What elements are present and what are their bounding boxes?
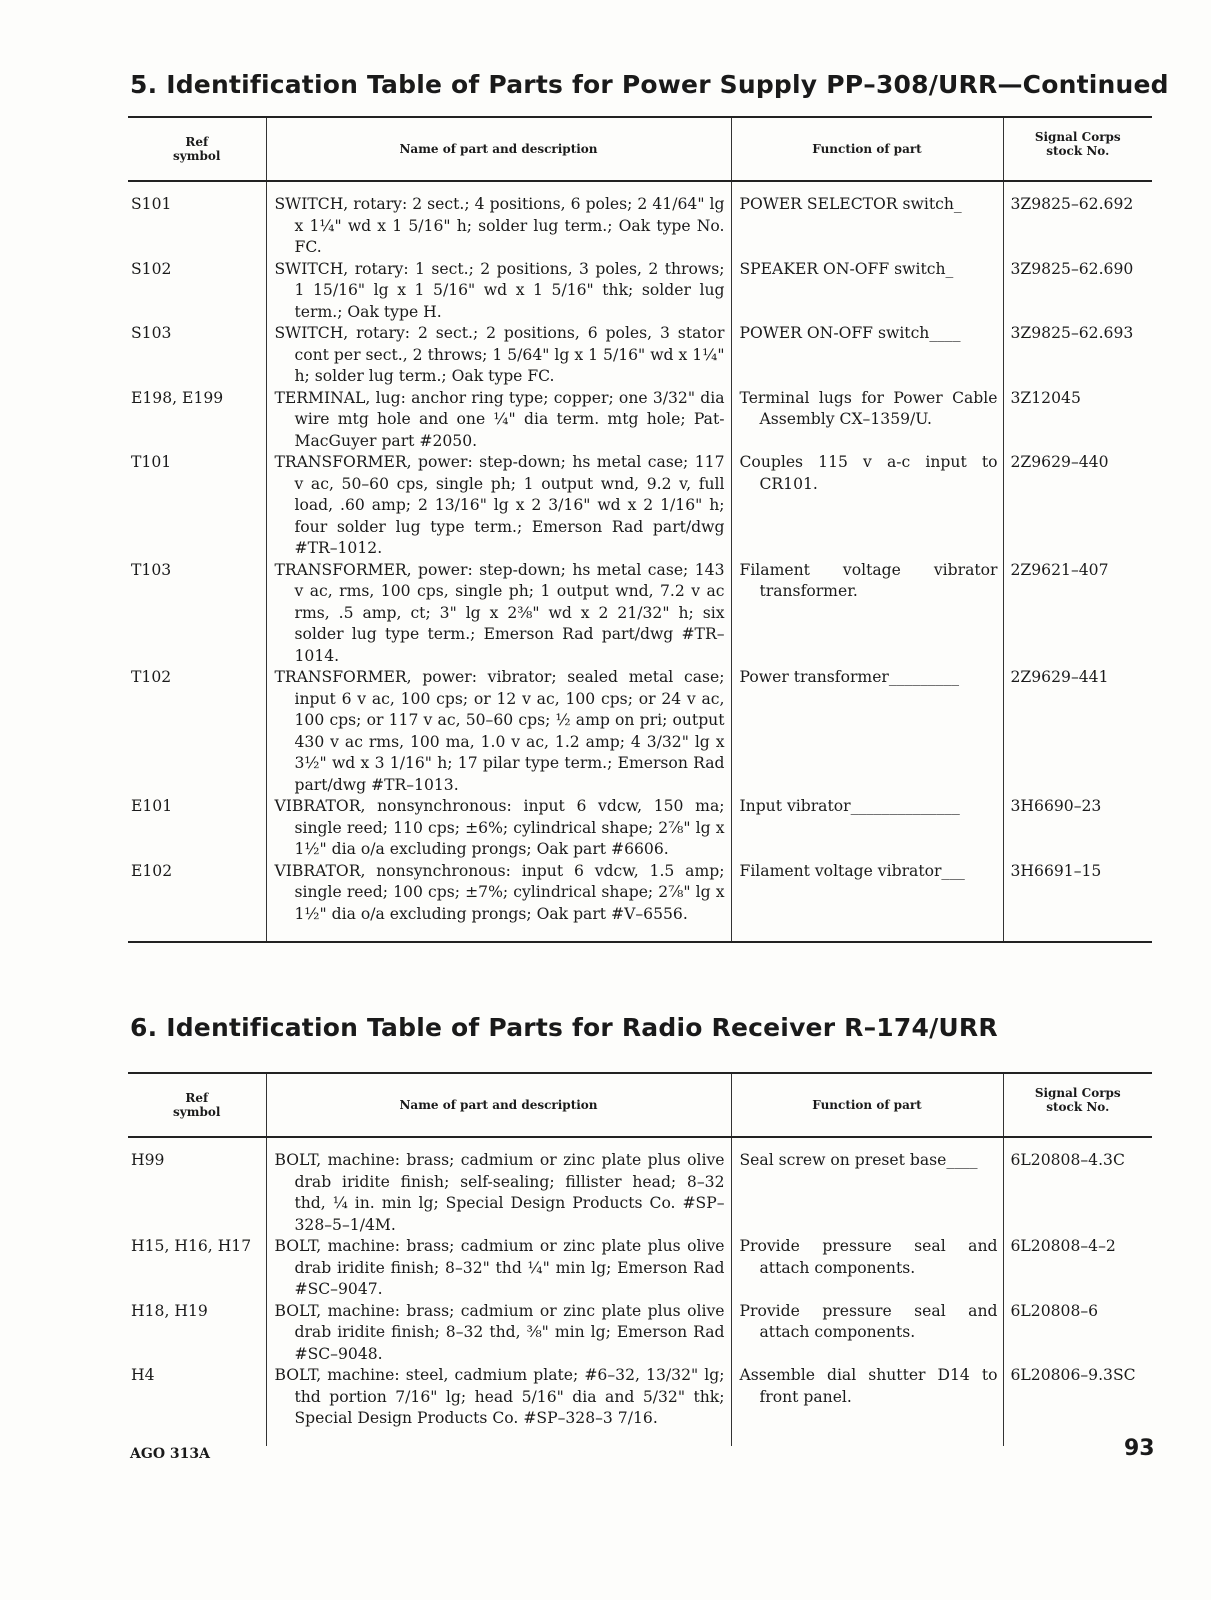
stock-number-cell: 2Z9629–440 (1003, 452, 1152, 560)
description-cell: SWITCH, rotary: 2 sect.; 4 positions, 6 poles; 2 41/64" lg x 1¼" wd x 1 5/16" h; solder lug term.; Oak type No. FC. (266, 181, 731, 259)
ref-symbol-cell: E198, E199 (131, 388, 224, 407)
description-cell: TRANSFORMER, power: step-down; hs metal case; 143 v ac, rms, 100 cps, single ph; 1 output wnd, 7.2 v ac rms, .5 amp, ct; 3" lg x 2⅜" wd x 2 21/32" h; six solder lug type term.; Emerson Rad part/dwg #TR–1014. (266, 560, 731, 668)
stock-number-cell: 6L20808–6 (1003, 1301, 1152, 1366)
stock-number-cell: 3H6691–15 (1003, 861, 1152, 943)
function-cell: SPEAKER ON-OFF switch_ (731, 259, 1003, 324)
ref-symbol-cell: E101 (131, 797, 173, 815)
table-row (128, 1137, 1152, 1236)
ref-symbol-cell: S101 (131, 195, 172, 213)
ref-symbol-cell: S103 (131, 324, 172, 342)
table-row (128, 181, 1152, 259)
document-code: AGO 313A (130, 1446, 210, 1462)
stock-number-cell: 3Z9825–62.692 (1003, 181, 1152, 259)
ref-symbol-cell: H99 (131, 1151, 165, 1169)
description-cell: BOLT, machine: brass; cadmium or zinc plate plus olive drab iridite finish; self-sealing; fillister head; 8–32 thd, ¼ in. min lg; Special Design Products Co. #SP–328–5–1/4M. (266, 1137, 731, 1236)
header-ref-symbol: Ref symbol (128, 1073, 266, 1137)
function-cell: Filament voltage vibrator transformer. (731, 560, 1003, 668)
table-row (128, 452, 1152, 560)
ref-symbol-cell: S102 (131, 259, 172, 278)
table-row (128, 796, 1152, 861)
header-function: Function of part (731, 1073, 1003, 1137)
table-row (128, 667, 1152, 796)
description-cell: VIBRATOR, nonsynchronous: input 6 vdcw, 150 ma; single reed; 110 cps; ±6%; cylindrical shape; 2⅞" lg x 1½" dia o/a excluding prongs; Oak part #6606. (266, 796, 731, 861)
description-cell: TRANSFORMER, power: step-down; hs metal case; 117 v ac, 50–60 cps, single ph; 1 output wnd, 9.2 v, full load, .60 amp; 2 13/16" lg x 2 3/16" wd x 2 1/16" h; four solder lug type term.; Emerson Rad part/dwg #TR–1012. (266, 452, 731, 560)
ref-symbol-cell: H15, H16, H17 (131, 1237, 252, 1255)
stock-number-cell: 6L20808–4–2 (1003, 1236, 1152, 1301)
table-row (128, 560, 1152, 668)
description-cell: TRANSFORMER, power: vibrator; sealed metal case; input 6 v ac, 100 cps; or 12 v ac, 100 cps; or 24 v ac, 100 cps; or 117 v ac, 50–60 cps; ½ amp on pri; output 430 v ac rms, 100 ma, 1.0 v ac, 1.2 amp; 4 3/32" lg x 3½" wd x 3 1/16" h; 17 pilar type term.; Emerson Rad part/dwg #TR–1013. (266, 667, 731, 796)
header-stock-no: Signal Corps stock No. (1003, 117, 1152, 181)
description-cell: TERMINAL, lug: anchor ring type; copper; one 3/32" dia wire mtg hole and one ¼" dia term. mtg hole; Pat-MacGuyer part #2050. (266, 388, 731, 453)
header-name-description: Name of part and description (266, 117, 731, 181)
function-cell: Assemble dial shutter D14 to front panel. (731, 1365, 1003, 1446)
description-cell: BOLT, machine: brass; cadmium or zinc plate plus olive drab iridite finish; 8–32 thd, ⅜" min lg; Emerson Rad #SC–9048. (266, 1301, 731, 1366)
table-header-row (128, 117, 1152, 181)
function-cell: Filament voltage vibrator___ (731, 861, 1003, 943)
function-cell: Provide pressure seal and attach components. (731, 1236, 1003, 1301)
ref-symbol-cell: T101 (131, 453, 172, 471)
section-5-title: 5. Identification Table of Parts for Power Supply PP–308/URR—Continued (130, 70, 1169, 99)
stock-number-cell: 6L20808–4.3C (1003, 1137, 1152, 1236)
ref-symbol-cell: H18, H19 (131, 1301, 208, 1320)
header-name-description: Name of part and description (266, 1073, 731, 1137)
table-row (128, 1365, 1152, 1446)
stock-number-cell: 2Z9629–441 (1003, 667, 1152, 796)
function-cell: Input vibrator______________ (731, 796, 1003, 861)
header-function: Function of part (731, 117, 1003, 181)
table-row (128, 861, 1152, 943)
function-cell: POWER SELECTOR switch_ (731, 181, 1003, 259)
table-row (128, 388, 1152, 453)
section-6-title: 6. Identification Table of Parts for Radio Receiver R–174/URR (130, 1013, 998, 1042)
stock-number-cell: 3Z12045 (1003, 388, 1152, 453)
description-cell: SWITCH, rotary: 2 sect.; 2 positions, 6 poles, 3 stator cont per sect., 2 throws; 1 5/64" lg x 1 5/16" wd x 1¼" h; solder lug term.; Oak type FC. (266, 323, 731, 388)
table-row (128, 259, 1152, 324)
parts-table-radio-receiver (128, 1072, 1152, 1446)
description-cell: SWITCH, rotary: 1 sect.; 2 positions, 3 poles, 2 throws; 1 15/16" lg x 1 5/16" wd x 1 5/16" thk; solder lug term.; Oak type H. (266, 259, 731, 324)
stock-number-cell: 3H6690–23 (1003, 796, 1152, 861)
table-header-row (128, 1073, 1152, 1137)
description-cell: BOLT, machine: brass; cadmium or zinc plate plus olive drab iridite finish; 8–32" thd ¼" min lg; Emerson Rad #SC–9047. (266, 1236, 731, 1301)
ref-symbol-cell: T103 (131, 560, 172, 579)
stock-number-cell: 3Z9825–62.693 (1003, 323, 1152, 388)
table-row (128, 1236, 1152, 1301)
table-row (128, 323, 1152, 388)
function-cell: Terminal lugs for Power Cable Assembly CX–1359/U. (731, 388, 1003, 453)
ref-symbol-cell: H4 (131, 1366, 155, 1384)
function-cell: Couples 115 v a-c input to CR101. (731, 452, 1003, 560)
ref-symbol-cell: T102 (131, 668, 172, 686)
stock-number-cell: 6L20806–9.3SC (1003, 1365, 1152, 1446)
description-cell: BOLT, machine: steel, cadmium plate; #6–32, 13/32" lg; thd portion 7/16" lg; head 5/16" dia and 5/32" thk; Special Design Products Co. #SP–328–3 7/16. (266, 1365, 731, 1446)
function-cell: Seal screw on preset base____ (731, 1137, 1003, 1236)
function-cell: Power transformer_________ (731, 667, 1003, 796)
table-row (128, 1301, 1152, 1366)
function-cell: POWER ON-OFF switch____ (731, 323, 1003, 388)
function-cell: Provide pressure seal and attach components. (731, 1301, 1003, 1366)
page-number: 93 (1124, 1436, 1155, 1461)
header-stock-no: Signal Corps stock No. (1003, 1073, 1152, 1137)
stock-number-cell: 3Z9825–62.690 (1003, 259, 1152, 324)
ref-symbol-cell: E102 (128, 861, 266, 943)
stock-number-cell: 2Z9621–407 (1003, 560, 1152, 668)
parts-table-power-supply (128, 116, 1152, 943)
description-cell: VIBRATOR, nonsynchronous: input 6 vdcw, 1.5 amp; single reed; 100 cps; ±7%; cylindrical shape; 2⅞" lg x 1½" dia o/a excluding prongs; Oak part #V–6556. (266, 861, 731, 943)
header-ref-symbol: Ref symbol (128, 117, 266, 181)
